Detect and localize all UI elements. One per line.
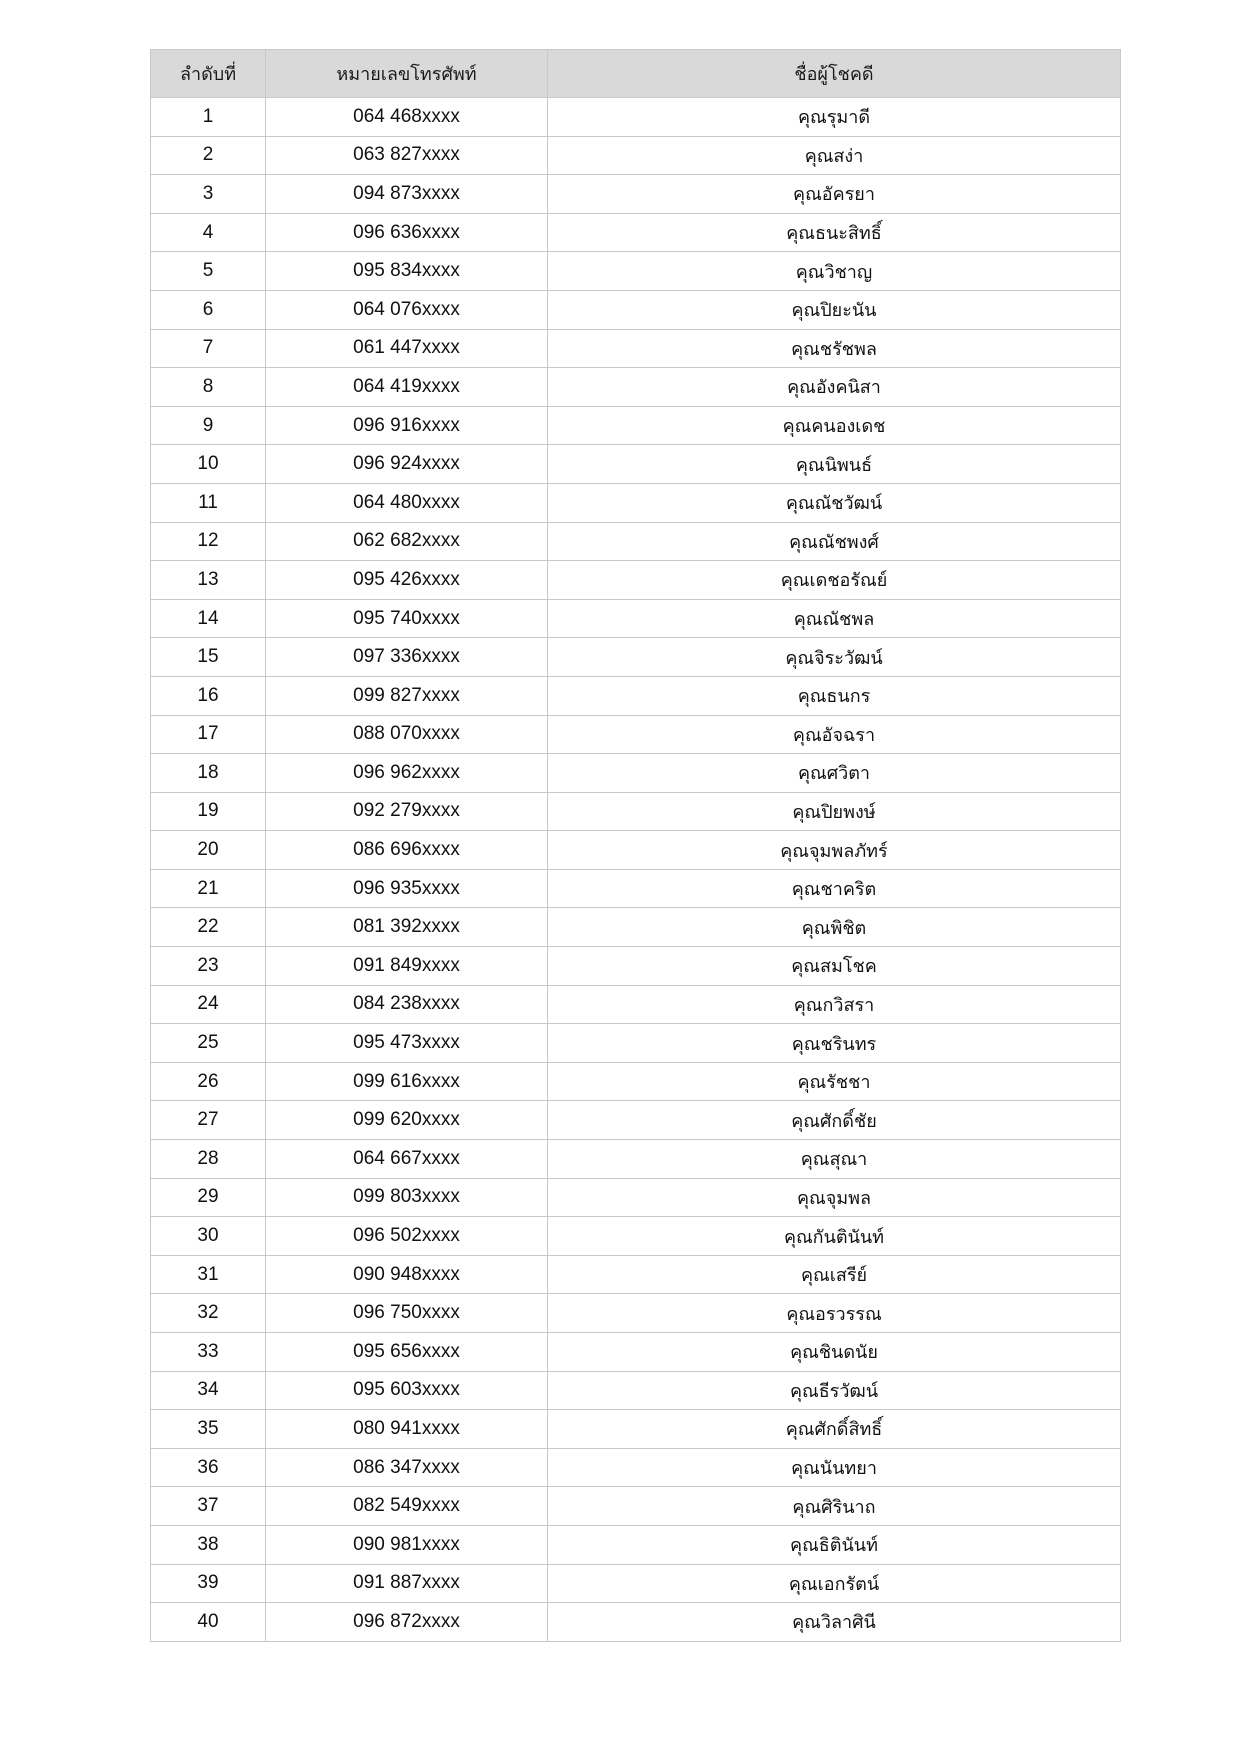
row-phone: 062 682xxxx — [266, 522, 548, 561]
row-index: 5 — [151, 252, 266, 291]
row-index: 25 — [151, 1024, 266, 1063]
row-name: คุณคนองเดช — [548, 406, 1121, 445]
row-phone: 095 473xxxx — [266, 1024, 548, 1063]
row-name: คุณณัชวัฒน์ — [548, 483, 1121, 522]
row-name: คุณจิระวัฒน์ — [548, 638, 1121, 677]
table-row — [151, 290, 1121, 329]
table-row — [151, 1564, 1121, 1603]
table-header — [151, 50, 1121, 98]
table-row — [151, 908, 1121, 947]
row-index: 9 — [151, 406, 266, 445]
row-index: 11 — [151, 483, 266, 522]
row-index: 27 — [151, 1101, 266, 1140]
row-phone: 064 468xxxx — [266, 98, 548, 137]
table-row — [151, 831, 1121, 870]
row-phone: 064 667xxxx — [266, 1140, 548, 1179]
row-name: คุณสง่า — [548, 136, 1121, 175]
row-phone: 096 935xxxx — [266, 869, 548, 908]
row-phone: 099 616xxxx — [266, 1062, 548, 1101]
row-index: 23 — [151, 947, 266, 986]
row-name: คุณจุมพล — [548, 1178, 1121, 1217]
row-index: 37 — [151, 1487, 266, 1526]
row-phone: 096 502xxxx — [266, 1217, 548, 1256]
row-phone: 086 696xxxx — [266, 831, 548, 870]
row-phone: 095 603xxxx — [266, 1371, 548, 1410]
row-phone: 084 238xxxx — [266, 985, 548, 1024]
row-name: คุณธีรวัฒน์ — [548, 1371, 1121, 1410]
row-name: คุณนิพนธ์ — [548, 445, 1121, 484]
table-row — [151, 1178, 1121, 1217]
row-name: คุณชินดนัย — [548, 1333, 1121, 1372]
winners-list-page — [150, 49, 1120, 1642]
row-phone: 096 636xxxx — [266, 213, 548, 252]
row-name: คุณอัจฉรา — [548, 715, 1121, 754]
table-row — [151, 869, 1121, 908]
row-phone: 063 827xxxx — [266, 136, 548, 175]
row-name: คุณศักดิ์สิทธิ์ — [548, 1410, 1121, 1449]
row-phone: 086 347xxxx — [266, 1448, 548, 1487]
row-index: 24 — [151, 985, 266, 1024]
row-index: 15 — [151, 638, 266, 677]
row-index: 38 — [151, 1525, 266, 1564]
header-index: ลำดับที่ — [151, 50, 266, 98]
row-phone: 095 656xxxx — [266, 1333, 548, 1372]
row-name: คุณชาคริต — [548, 869, 1121, 908]
row-index: 31 — [151, 1255, 266, 1294]
row-index: 30 — [151, 1217, 266, 1256]
table-row — [151, 754, 1121, 793]
row-index: 29 — [151, 1178, 266, 1217]
row-name: คุณธนะสิทธิ์ — [548, 213, 1121, 252]
table-row — [151, 329, 1121, 368]
row-name: คุณสมโชค — [548, 947, 1121, 986]
row-name: คุณศักดิ์ชัย — [548, 1101, 1121, 1140]
row-index: 17 — [151, 715, 266, 754]
row-index: 3 — [151, 175, 266, 214]
row-name: คุณศิรินาถ — [548, 1487, 1121, 1526]
table-row — [151, 136, 1121, 175]
row-phone: 090 948xxxx — [266, 1255, 548, 1294]
table-row — [151, 1603, 1121, 1642]
row-name: คุณรัชชา — [548, 1062, 1121, 1101]
row-index: 34 — [151, 1371, 266, 1410]
row-index: 28 — [151, 1140, 266, 1179]
table-row — [151, 1217, 1121, 1256]
table-row — [151, 213, 1121, 252]
table-row — [151, 406, 1121, 445]
row-phone: 064 480xxxx — [266, 483, 548, 522]
row-name: คุณศวิตา — [548, 754, 1121, 793]
row-index: 18 — [151, 754, 266, 793]
table-row — [151, 252, 1121, 291]
row-index: 20 — [151, 831, 266, 870]
table-row — [151, 1062, 1121, 1101]
table-row — [151, 985, 1121, 1024]
table-row — [151, 561, 1121, 600]
row-phone: 088 070xxxx — [266, 715, 548, 754]
row-name: คุณกวิสรา — [548, 985, 1121, 1024]
row-name: คุณอัครยา — [548, 175, 1121, 214]
row-phone: 095 740xxxx — [266, 599, 548, 638]
table-row — [151, 98, 1121, 137]
row-name: คุณอังคนิสา — [548, 368, 1121, 407]
row-name: คุณจุมพลภัทร์ — [548, 831, 1121, 870]
row-name: คุณชรินทร — [548, 1024, 1121, 1063]
row-phone: 091 849xxxx — [266, 947, 548, 986]
table-row — [151, 1140, 1121, 1179]
table-body — [151, 98, 1121, 1642]
row-index: 26 — [151, 1062, 266, 1101]
row-index: 6 — [151, 290, 266, 329]
row-index: 10 — [151, 445, 266, 484]
row-name: คุณณัชพล — [548, 599, 1121, 638]
row-phone: 096 916xxxx — [266, 406, 548, 445]
row-name: คุณธนกร — [548, 676, 1121, 715]
row-index: 12 — [151, 522, 266, 561]
row-index: 32 — [151, 1294, 266, 1333]
table-row — [151, 175, 1121, 214]
row-index: 40 — [151, 1603, 266, 1642]
row-name: คุณเอกรัตน์ — [548, 1564, 1121, 1603]
row-index: 4 — [151, 213, 266, 252]
row-index: 2 — [151, 136, 266, 175]
table-row — [151, 483, 1121, 522]
row-index: 35 — [151, 1410, 266, 1449]
row-phone: 092 279xxxx — [266, 792, 548, 831]
row-phone: 096 750xxxx — [266, 1294, 548, 1333]
row-phone: 064 419xxxx — [266, 368, 548, 407]
table-row — [151, 1024, 1121, 1063]
row-phone: 082 549xxxx — [266, 1487, 548, 1526]
table-row — [151, 1371, 1121, 1410]
row-index: 1 — [151, 98, 266, 137]
row-phone: 097 336xxxx — [266, 638, 548, 677]
table-row — [151, 522, 1121, 561]
table-row — [151, 792, 1121, 831]
table-row — [151, 1448, 1121, 1487]
row-index: 39 — [151, 1564, 266, 1603]
row-name: คุณนันทยา — [548, 1448, 1121, 1487]
row-phone: 080 941xxxx — [266, 1410, 548, 1449]
table-row — [151, 1294, 1121, 1333]
row-phone: 096 962xxxx — [266, 754, 548, 793]
row-index: 22 — [151, 908, 266, 947]
table-row — [151, 1487, 1121, 1526]
row-phone: 099 827xxxx — [266, 676, 548, 715]
row-index: 13 — [151, 561, 266, 600]
row-phone: 099 620xxxx — [266, 1101, 548, 1140]
row-phone: 096 924xxxx — [266, 445, 548, 484]
row-phone: 094 873xxxx — [266, 175, 548, 214]
row-index: 19 — [151, 792, 266, 831]
row-phone: 096 872xxxx — [266, 1603, 548, 1642]
table-row — [151, 445, 1121, 484]
row-phone: 099 803xxxx — [266, 1178, 548, 1217]
row-phone: 091 887xxxx — [266, 1564, 548, 1603]
row-name: คุณสุณา — [548, 1140, 1121, 1179]
header-name: ชื่อผู้โชคดี — [548, 50, 1121, 98]
table-row — [151, 638, 1121, 677]
row-phone: 064 076xxxx — [266, 290, 548, 329]
row-index: 21 — [151, 869, 266, 908]
table-row — [151, 1333, 1121, 1372]
winners-table — [150, 49, 1121, 1642]
row-name: คุณธิตินันท์ — [548, 1525, 1121, 1564]
table-row — [151, 1410, 1121, 1449]
table-row — [151, 599, 1121, 638]
row-name: คุณปิยพงษ์ — [548, 792, 1121, 831]
row-phone: 061 447xxxx — [266, 329, 548, 368]
row-phone: 095 426xxxx — [266, 561, 548, 600]
table-row — [151, 1255, 1121, 1294]
row-phone: 090 981xxxx — [266, 1525, 548, 1564]
table-row — [151, 368, 1121, 407]
row-name: คุณอรวรรณ — [548, 1294, 1121, 1333]
row-name: คุณวิลาศินี — [548, 1603, 1121, 1642]
table-row — [151, 1101, 1121, 1140]
row-name: คุณชรัชพล — [548, 329, 1121, 368]
row-index: 33 — [151, 1333, 266, 1372]
row-index: 7 — [151, 329, 266, 368]
row-phone: 095 834xxxx — [266, 252, 548, 291]
row-index: 14 — [151, 599, 266, 638]
table-row — [151, 676, 1121, 715]
row-name: คุณปิยะนัน — [548, 290, 1121, 329]
table-row — [151, 947, 1121, 986]
table-row — [151, 1525, 1121, 1564]
row-name: คุณเสรีย์ — [548, 1255, 1121, 1294]
row-name: คุณพิชิต — [548, 908, 1121, 947]
row-index: 16 — [151, 676, 266, 715]
header-row — [151, 50, 1121, 98]
row-name: คุณเดชอรัณย์ — [548, 561, 1121, 600]
row-phone: 081 392xxxx — [266, 908, 548, 947]
row-name: คุณรุมาดี — [548, 98, 1121, 137]
row-name: คุณณัชพงศ์ — [548, 522, 1121, 561]
row-name: คุณกันตินันท์ — [548, 1217, 1121, 1256]
row-index: 8 — [151, 368, 266, 407]
row-index: 36 — [151, 1448, 266, 1487]
row-name: คุณวิชาญ — [548, 252, 1121, 291]
header-phone: หมายเลขโทรศัพท์ — [266, 50, 548, 98]
table-row — [151, 715, 1121, 754]
